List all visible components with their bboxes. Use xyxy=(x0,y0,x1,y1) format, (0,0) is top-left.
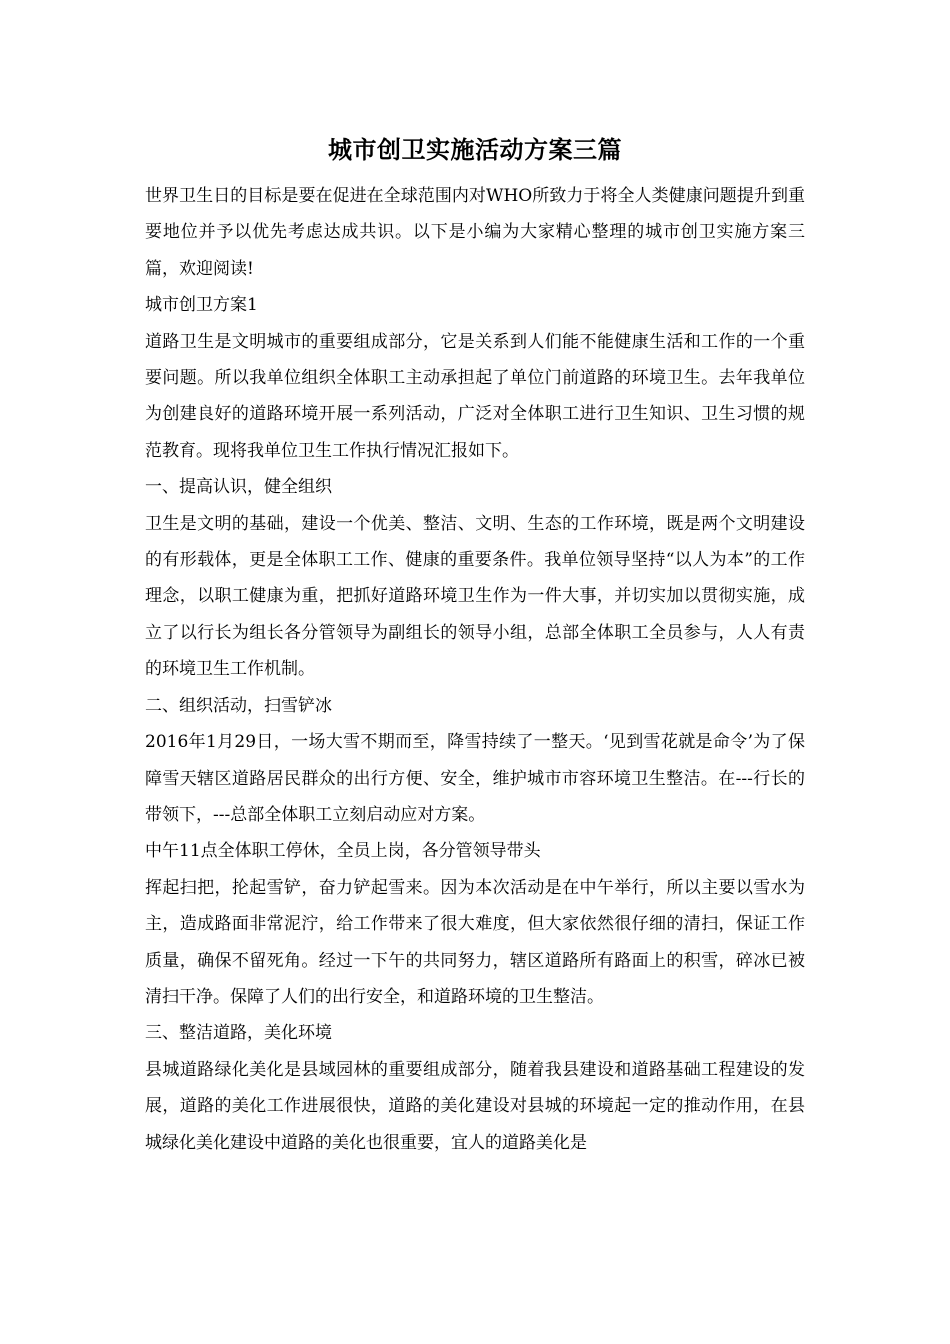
section-heading-3: 三、整洁道路，美化环境 xyxy=(145,1023,332,1044)
body-paragraph: 道路卫生是文明城市的重要组成部分，它是关系到人们能不能健康生活和工作的一个重要问题。所以我单位组织全体职工主动承担起了单位门前道路的环境卫生。去年我单位为创建良好的道路环境开展一系列活动，广泛对全体职工进行卫生知识、卫生习惯的规范教育。现将我单位卫生工作执行情况汇报如下。 xyxy=(145,331,805,461)
body-paragraph: 县城道路绿化美化是县域园林的重要组成部分，随着我县建设和道路基础工程建设的发展，道路的美化工作进展很快，道路的美化建设对县城的环境起一定的推动作用，在县城绿化美化建设中道路的美化也很重要，宜人的道路美化是 xyxy=(145,1059,805,1153)
section-heading-1: 一、提高认识，健全组织 xyxy=(145,477,332,498)
body-paragraph: 2016年1月29日，一场大雪不期而至，降雪持续了一整天。‘见到雪花就是命令’为了保障雪天辖区道路居民群众的出行方便、安全，维护城市市容环境卫生整洁。在---行长的带领下，---总部全体职工立刻启动应对方案。 xyxy=(145,732,805,825)
document-body xyxy=(145,178,805,1161)
intro-paragraph: 世界卫生日的目标是要在促进在全球范围内对WHO所致力于将全人类健康问题提升到重要地位并予以优先考虑达成共识。以下是小编为大家精心整理的城市创卫实施方案三篇，欢迎阅读! xyxy=(145,186,805,279)
body-paragraph: 中午11点全体职工停休，全员上岗，各分管领导带头 xyxy=(145,841,541,862)
document-title: 城市创卫实施活动方案三篇 xyxy=(328,135,622,164)
section-heading-2: 二、组织活动，扫雪铲冰 xyxy=(145,695,332,716)
body-paragraph: 挥起扫把，抡起雪铲，奋力铲起雪来。因为本次活动是在中午举行，所以主要以雪水为主，造成路面非常泥泞，给工作带来了很大难度，但大家依然很仔细的清扫，保证工作质量，确保不留死角。经过一下午的共同努力，辖区道路所有路面上的积雪，碎冰已被清扫干净。保障了人们的出行安全，和道路环境的卫生整洁。 xyxy=(145,877,805,1007)
body-paragraph: 卫生是文明的基础，建设一个优美、整洁、文明、生态的工作环境，既是两个文明建设的有形载体，更是全体职工工作、健康的重要条件。我单位领导坚持“以人为本”的工作理念，以职工健康为重，把抓好道路环境卫生作为一件大事，并切实加以贯彻实施，成立了以行长为组长各分管领导为副组长的领导小组，总部全体职工全员参与，人人有责的环境卫生工作机制。 xyxy=(145,513,805,680)
document-page xyxy=(145,128,805,1161)
section-heading-plan-1: 城市创卫方案1 xyxy=(145,295,258,316)
